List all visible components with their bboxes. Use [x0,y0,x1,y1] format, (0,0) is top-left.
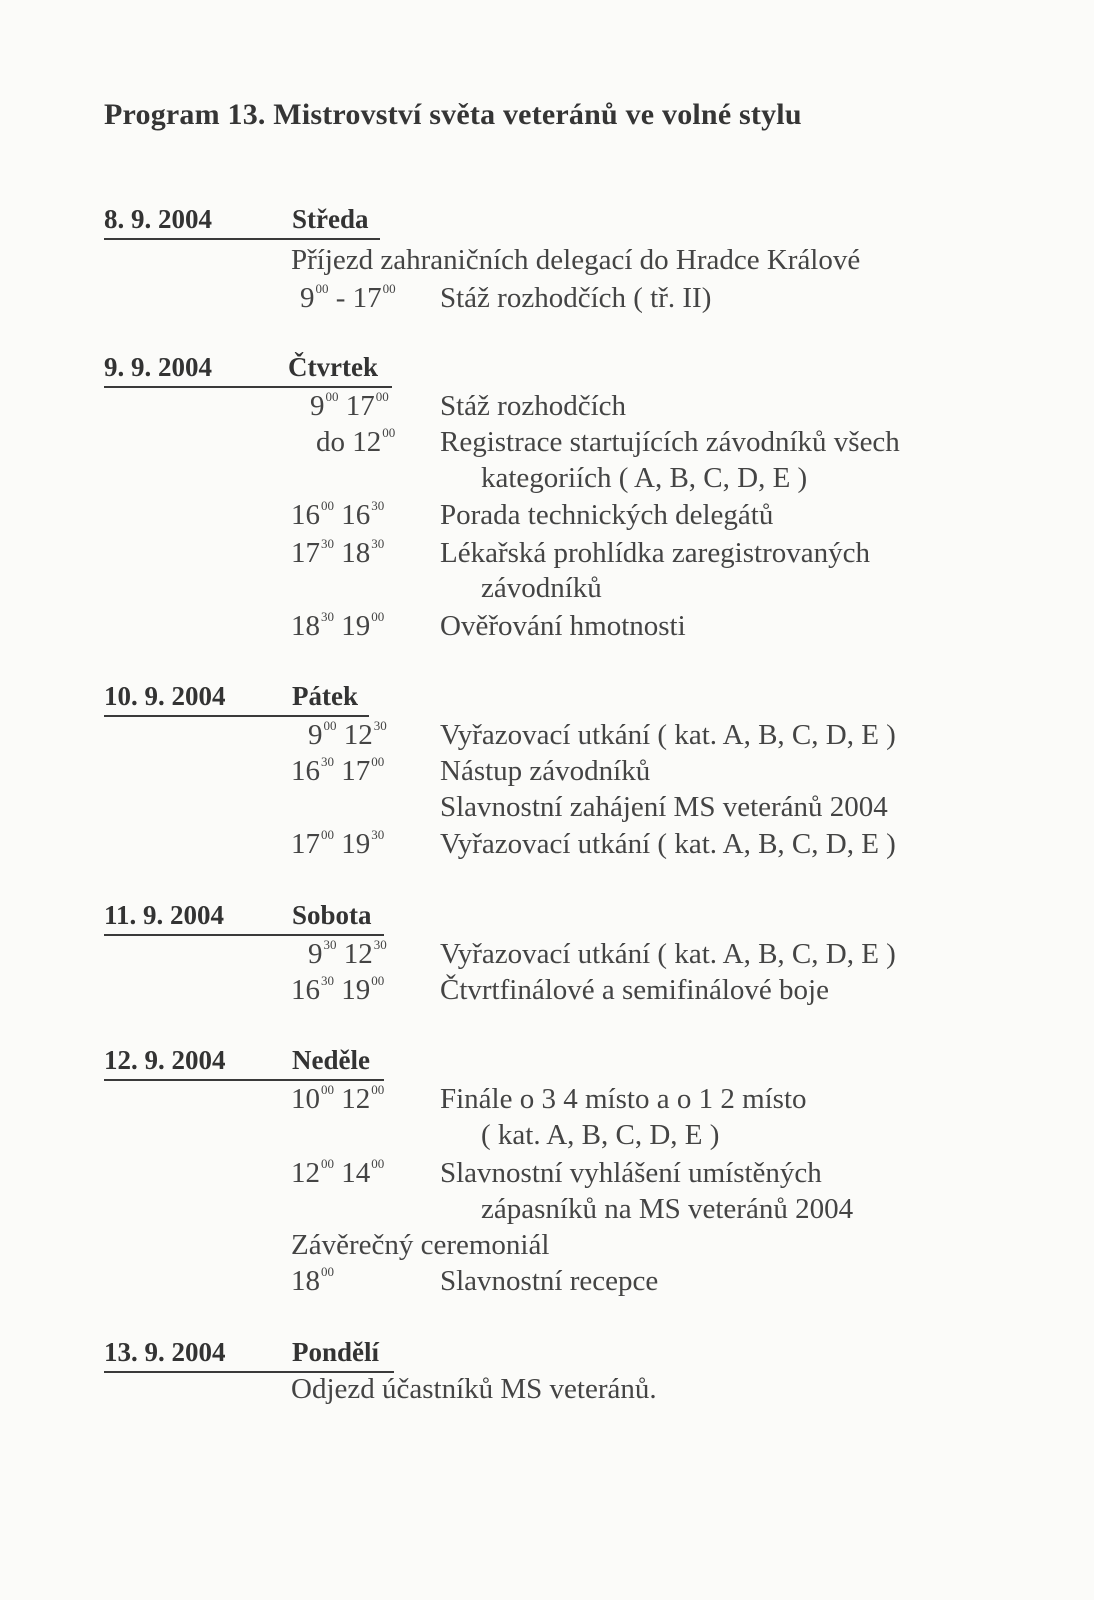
day-header [104,352,392,388]
event-description: Stáž rozhodčích ( tř. II) [440,282,712,314]
time-range: $18^{00}$ [291,1264,334,1297]
time-range: $9^{00}$ $12^{30}$ [308,718,387,751]
time-range: $9^{00}$ $17^{00}$ [310,389,389,422]
day-header [104,1045,384,1081]
day-weekday: Neděle [292,1045,370,1075]
event-description-continued: závodníků [481,572,602,604]
event-description: Slavnostní vyhlášení umístěných [440,1157,822,1189]
day-weekday: Čtvrtek [288,352,378,382]
schedule-note: Závěrečný ceremoniál [291,1229,550,1261]
time-range: $10^{00}$ $12^{00}$ [291,1082,385,1115]
day-header [104,681,369,717]
day-date: 8. 9. 2004 [104,204,212,234]
event-description: Slavnostní zahájení MS veteránů 2004 [440,791,888,823]
day-weekday: Sobota [292,900,372,930]
time-range: $12^{00}$ $14^{00}$ [291,1156,385,1189]
time-range: $16^{00}$ $16^{30}$ [291,498,385,531]
event-description-continued: zápasníků na MS veteránů 2004 [481,1193,854,1225]
event-description: Ověřování hmotnosti [440,610,686,642]
time-range: $9^{00} - 17^{00}$ [300,281,396,314]
event-description: Porada technických delegátů [440,499,774,531]
schedule-note: Příjezd zahraničních delegací do Hradce Králové [291,244,861,276]
day-weekday: Pátek [292,681,358,711]
time-range: $16^{30}$ $17^{00}$ [291,754,385,787]
time-range: $16^{30}$ $19^{00}$ [291,973,385,1006]
day-date: 11. 9. 2004 [104,900,225,930]
event-description: Vyřazovací utkání ( kat. A, B, C, D, E ) [440,719,896,751]
event-description: Slavnostní recepce [440,1265,659,1297]
day-date: 13. 9. 2004 [104,1337,226,1367]
time-range: do $12^{00}$ [316,425,396,458]
event-description: Nástup závodníků [440,755,651,787]
day-header [104,204,380,240]
document-title: Program 13. Mistrovství světa veteránů ve volné stylu [104,98,802,131]
schedule-note: Odjezd účastníků MS veteránů. [291,1373,657,1405]
event-description: Vyřazovací utkání ( kat. A, B, C, D, E ) [440,938,896,970]
time-range: $17^{00}$ $19^{30}$ [291,827,385,860]
time-range: $18^{30}$ $19^{00}$ [291,609,385,642]
event-description: Finále o 3 4 místo a o 1 2 místo [440,1083,807,1115]
event-description: Čtvrtfinálové a semifinálové boje [440,974,829,1006]
day-header [104,1337,394,1373]
day-date: 10. 9. 2004 [104,681,226,711]
time-range: $9^{30}$ $12^{30}$ [308,937,387,970]
event-description: Lékařská prohlídka zaregistrovaných [440,537,870,569]
day-weekday: Středa [292,204,369,234]
day-date: 9. 9. 2004 [104,352,212,382]
time-range: $17^{30}$ $18^{30}$ [291,536,385,569]
event-description: Vyřazovací utkání ( kat. A, B, C, D, E ) [440,828,896,860]
event-description: Registrace startujících závodníků všech [440,426,900,458]
event-description: Stáž rozhodčích [440,390,627,422]
event-description-continued: ( kat. A, B, C, D, E ) [481,1119,720,1151]
day-date: 12. 9. 2004 [104,1045,226,1075]
day-weekday: Pondělí [292,1337,380,1367]
day-header [104,900,384,936]
event-description-continued: kategoriích ( A, B, C, D, E ) [481,462,808,494]
